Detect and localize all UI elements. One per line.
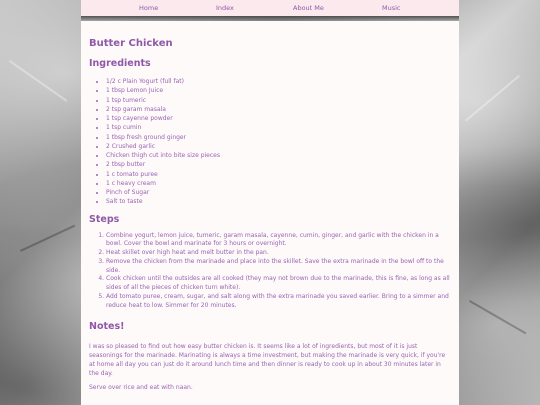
step-item: 2. Heat skillet over high heat and melt butter in the pan.	[106, 249, 451, 258]
step-item: 3. Remove the chicken from the marinade and place into the skillet. Save the extra marinade in the bowl off to the side.	[106, 258, 451, 276]
notes-heading: Notes!	[89, 320, 125, 332]
ingredient-item: • 2 Crushed garlic	[106, 142, 451, 151]
step-item: 4. Cook chicken until the outsides are all cooked (they may not brown due to the marinade, this is fine, as long as all sides of all the pieces of chicken turn white).	[106, 275, 451, 293]
ingredient-item: • Salt to taste	[106, 197, 451, 206]
step-item: 5. Add tomato puree, cream, sugar, and salt along with the extra marinade you saved earlier. Bring to a simmer and reduce heat to low. Simmer for 20 minutes.	[106, 293, 451, 311]
nav-about-me-link[interactable]: About Me	[293, 4, 324, 12]
ingredient-item: • 2 tbsp butter	[106, 160, 451, 169]
page-title: Butter Chicken	[89, 38, 173, 49]
nav-index-link[interactable]: Index	[216, 4, 234, 12]
ingredient-item: • 1 c heavy cream	[106, 179, 451, 188]
serving-paragraph: Serve over rice and eat with naan.	[89, 384, 193, 392]
nav-music-link[interactable]: Music	[382, 4, 401, 12]
background-crease	[469, 300, 526, 334]
background-crease	[20, 225, 75, 252]
ingredient-item: • 1 tbsp fresh ground ginger	[106, 133, 451, 142]
ingredient-item: • 1 tsp cayenne powder	[106, 114, 451, 123]
ingredient-item: • 2 tsp garam masala	[106, 105, 451, 114]
background-crease	[465, 75, 520, 122]
ingredient-item: • Chicken thigh cut into bite size pieces	[106, 151, 451, 160]
steps-heading: Steps	[89, 213, 120, 225]
ingredient-item: • 1 tsp cumin	[106, 123, 451, 132]
ingredient-item: • 1 c tomato puree	[106, 170, 451, 179]
ingredient-item: • Pinch of Sugar	[106, 188, 451, 197]
steps-list	[89, 232, 451, 311]
ingredient-item: • 1 tbsp Lemon Juice	[106, 86, 451, 95]
ingredient-item: • 1 tsp tumeric	[106, 96, 451, 105]
step-item: 1. Combine yogurt, lemon juice, tumeric, garam masala, cayenne, cumin, ginger, and garlic with the chicken in a bowl. Cover the bowl and marinate for 3 hours or overnight.	[106, 232, 451, 250]
ingredient-item: • 1/2 c Plain Yogurt (full fat)	[106, 77, 451, 86]
nav-home-link[interactable]: Home	[139, 4, 159, 12]
notes-paragraph: I was so pleased to find out how easy butter chicken is. It seems like a lot of ingredients, but most of it is just seasonings for the marinade. Marinating is always a time investment, but making the marinade is very quick, if you're at home all day you can just do it around lunch time and then dinner is ready to cook up in about 30 minutes later in the day.	[89, 342, 446, 378]
top-nav	[81, 0, 459, 16]
ingredients-heading: Ingredients	[89, 58, 151, 69]
recipe-content	[81, 21, 459, 405]
ingredients-list	[89, 77, 451, 207]
background-crease	[9, 60, 67, 102]
